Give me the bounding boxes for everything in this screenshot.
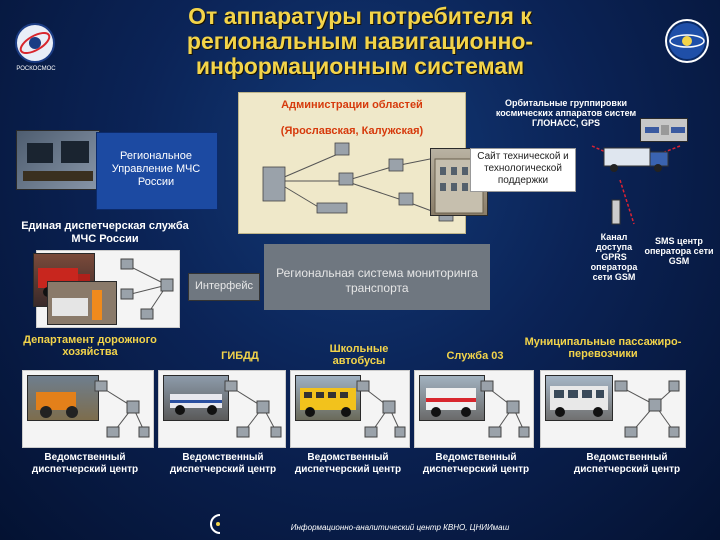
regional-mchs-label: Региональное Управление МЧС России — [111, 150, 201, 188]
panel-school — [290, 370, 410, 448]
interface-box — [188, 273, 260, 301]
dept-municipal-label: Муниципальные пассажиро-перевозчики — [524, 336, 682, 360]
dispatch-center-label-1: Ведомственный диспетчерский центр — [31, 452, 139, 475]
panel-road — [22, 370, 154, 448]
gprs-channel-label: Канал доступа GPRS оператора сети GSM — [590, 232, 638, 282]
dept-school-label: Школьные автобусы — [329, 343, 389, 367]
site-support-label: Сайт технической и технологической поддержки — [477, 151, 569, 186]
gibdd-network-diagram — [223, 377, 283, 443]
regional-system-label: Региональная система мониторинга транспорта — [276, 266, 478, 295]
municipal-network-diagram — [611, 377, 683, 443]
dept-road-label: Департамент дорожного хозяйства — [23, 334, 157, 358]
dispatch-center-label-4: Ведомственный диспетчерский центр — [422, 452, 530, 475]
dispatch-center-label-3: Ведомственный диспетчерский центр — [294, 452, 402, 475]
road-network-diagram — [93, 377, 151, 443]
dispatch-center-label-5: Ведомственный диспетчерский центр — [573, 452, 681, 475]
ambulance-photo — [419, 375, 485, 421]
admin-network-diagram — [245, 141, 459, 229]
sms-center-label: SMS центр оператора сети GSM — [644, 236, 714, 266]
page-title: От аппаратуры потребителя к региональным навигационно-информационным системам — [186, 3, 534, 79]
police-car-photo — [163, 375, 229, 421]
workstation-photo — [16, 130, 100, 190]
admin-label-2: (Ярославская, Калужская) — [280, 125, 424, 137]
unified-dispatch-label: Единая диспетчерская служба МЧС России — [21, 220, 189, 245]
footer-text: Информационно-аналитический центр КВНО, ЦНИИмаш — [290, 523, 510, 532]
dept-s03-label: Служба 03 — [446, 350, 504, 362]
unified-dispatch-panel — [36, 250, 180, 328]
site-support-box — [470, 148, 576, 192]
panel-s03 — [414, 370, 534, 448]
logo-caption: РОСКОСМОС — [16, 66, 56, 72]
roscosmos-logo — [14, 22, 56, 64]
dept-gibdd-label: ГИБДД — [221, 350, 259, 362]
satellite-image — [640, 118, 688, 142]
gps-truck-icon — [584, 140, 704, 230]
panel-municipal — [540, 370, 686, 448]
rescue-photo — [47, 281, 117, 325]
road-machine-photo — [27, 375, 99, 421]
dispatch-network-diagram — [117, 255, 177, 323]
footer-logo-icon — [206, 512, 226, 536]
interface-label: Интерфейс — [195, 280, 253, 292]
panel-gibdd — [158, 370, 286, 448]
dispatch-center-label-2: Ведомственный диспетчерский центр — [169, 452, 277, 475]
city-bus-photo — [545, 375, 613, 421]
orbital-label: Орбитальные группировки космических аппаратов систем ГЛОНАСС, GPS — [495, 98, 637, 128]
glonass-logo — [664, 18, 710, 64]
school-bus-photo — [295, 375, 361, 421]
s03-network-diagram — [479, 377, 531, 443]
school-network-diagram — [355, 377, 407, 443]
admin-label-1: Администрации областей — [281, 99, 423, 111]
